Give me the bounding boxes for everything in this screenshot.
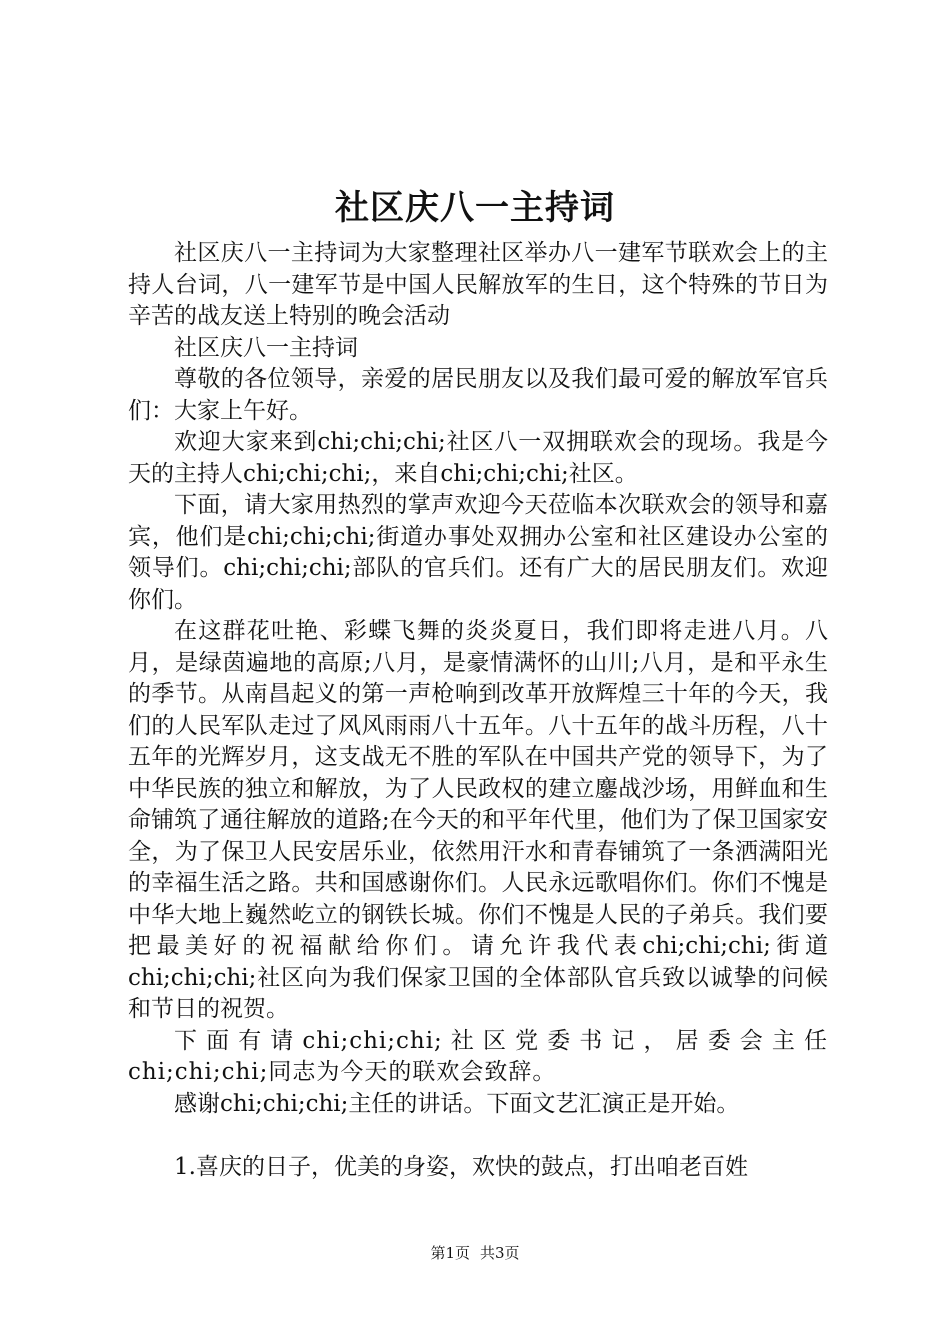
speech-invitation-paragraph: 下面有请chi;chi;chi;社区党委书记，居委会主任chi;chi;chi;同志为今天的联欢会致辞。 bbox=[128, 1027, 828, 1085]
intro-paragraph: 社区庆八一主持词为大家整理社区举办八一建军节联欢会上的主持人台词，八一建军节是中国人民解放军的生日，这个特殊的节日为辛苦的战友送上特别的晚会活动 bbox=[128, 240, 828, 329]
document-body bbox=[128, 238, 828, 1184]
page-total: 共3页 bbox=[480, 1244, 520, 1262]
page-number: 第1页 bbox=[430, 1244, 470, 1262]
welcome-paragraph: 欢迎大家来到chi;chi;chi;社区八一双拥联欢会的现场。我是今天的主持人chi;chi;chi;，来自chi;chi;chi;社区。 bbox=[128, 429, 828, 487]
program-item: 1.喜庆的日子，优美的身姿，欢快的鼓点，打出咱老百姓 bbox=[174, 1154, 748, 1180]
guests-paragraph: 下面，请大家用热烈的掌声欢迎今天莅临本次联欢会的领导和嘉宾，他们是chi;chi;chi;街道办事处双拥办公室和社区建设办公室的领导们。chi;chi;chi;部队的官兵们。还有广大的居民朋友们。欢迎你们。 bbox=[128, 492, 828, 613]
performance-paragraph: 感谢chi;chi;chi;主任的讲话。下面文艺汇演正是开始。 bbox=[174, 1090, 740, 1117]
paragraph-spacer bbox=[128, 1120, 828, 1152]
tribute-paragraph: 在这群花吐艳、彩蝶飞舞的炎炎夏日，我们即将走进八月。八月，是绿茵遍地的高原;八月，是豪情满怀的山川;八月，是和平永生的季节。从南昌起义的第一声枪响到改革开放辉煌三十年的今天，我们的人民军队走过了风风雨雨八十五年。八十五年的战斗历程，八十五年的光辉岁月，这支战无不胜的军队在中国共产党的领导下，为了中华民族的独立和解放，为了人民政权的建立鏖战沙场，用鲜血和生命铺筑了通往解放的道路;在今天的和平年代里，他们为了保卫国家安全，为了保卫人民安居乐业，依然用汗水和青春铺筑了一条洒满阳光的幸福生活之路。共和国感谢你们。人民永远歌唱你们。你们不愧是中华大地上巍然屹立的钢铁长城。你们不愧是人民的子弟兵。我们要把最美好的祝福献给你们。请允许我代表chi;chi;chi;街道chi;chi;chi;社区向为我们保家卫国的全体部队官兵致以诚挚的问候和节日的祝贺。 bbox=[128, 618, 828, 1022]
page-footer bbox=[0, 1243, 950, 1263]
section-heading: 社区庆八一主持词 bbox=[174, 334, 358, 361]
greeting-paragraph: 尊敬的各位领导，亲爱的居民朋友以及我们最可爱的解放军官兵们：大家上午好。 bbox=[128, 366, 828, 424]
document-title: 社区庆八一主持词 bbox=[335, 188, 615, 228]
